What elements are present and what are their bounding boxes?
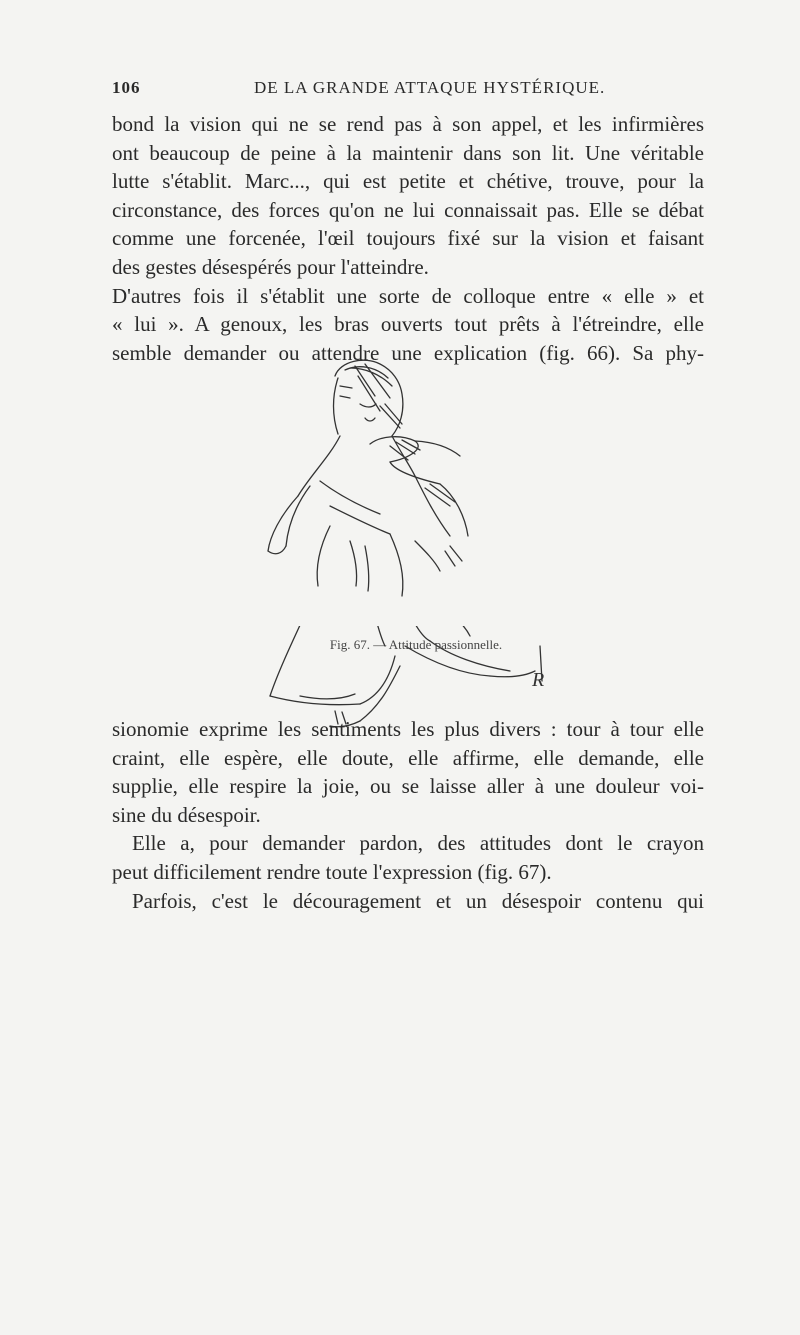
paragraph-5 bbox=[112, 887, 704, 916]
text-line: ont beaucoup de peine à la maintenir dans son lit. Une véritable bbox=[112, 140, 704, 165]
text-line: craint, elle espère, elle doute, elle affirme, elle demande, elle bbox=[112, 745, 704, 770]
text-line: comme une forcenée, l'œil toujours fixé sur la vision et faisant bbox=[112, 226, 704, 251]
text-line: circonstance, des forces qu'on ne lui connaissait pas. Elle se débat bbox=[112, 197, 704, 222]
text-line: bond la vision qui ne se rend pas à son appel, et les infirmières bbox=[112, 112, 704, 136]
text-line: D'autres fois il s'établit une sorte de colloque entre « elle » et bbox=[112, 283, 704, 308]
figure-caption: Fig. 67. — Attitude passionnelle. bbox=[329, 637, 503, 652]
text-line: peut difficilement rendre toute l'expression (fig. 67). bbox=[112, 859, 552, 884]
paragraph-3 bbox=[112, 715, 704, 829]
kneeling-woman-drawing bbox=[240, 356, 620, 636]
text-line: Parfois, c'est le découragement et un désespoir contenu qui bbox=[132, 888, 704, 913]
text-line: sine du désespoir. bbox=[112, 802, 261, 827]
paragraph-4 bbox=[112, 829, 704, 886]
figure-illustration bbox=[240, 356, 620, 761]
text-line: Elle a, pour demander pardon, des attitudes dont le crayon bbox=[132, 831, 704, 856]
running-title: DE LA GRANDE ATTAQUE HYSTÉRIQUE. bbox=[254, 78, 606, 97]
artist-signature: R bbox=[532, 669, 545, 691]
running-header bbox=[112, 74, 702, 102]
paragraph-2 bbox=[112, 282, 704, 368]
page-number: 106 bbox=[112, 78, 141, 97]
text-line: semble demander ou attendre une explication (fig. 66). Sa phy- bbox=[112, 340, 704, 365]
text-line: « lui ». A genoux, les bras ouverts tout prêts à l'étreindre, elle bbox=[112, 312, 704, 337]
text-line: des gestes désespérés pour l'atteindre. bbox=[112, 254, 429, 279]
body-text-bottom bbox=[112, 715, 704, 915]
text-line: lutte s'établit. Marc..., qui est petite et chétive, trouve, pour la bbox=[112, 169, 704, 194]
paragraph-1 bbox=[112, 110, 704, 282]
text-line: sionomie exprime les sentiments les plus divers : tour à tour elle bbox=[112, 717, 704, 741]
text-line: supplie, elle respire la joie, ou se laisse aller à une douleur voi- bbox=[112, 774, 704, 799]
body-text-top bbox=[112, 110, 704, 367]
